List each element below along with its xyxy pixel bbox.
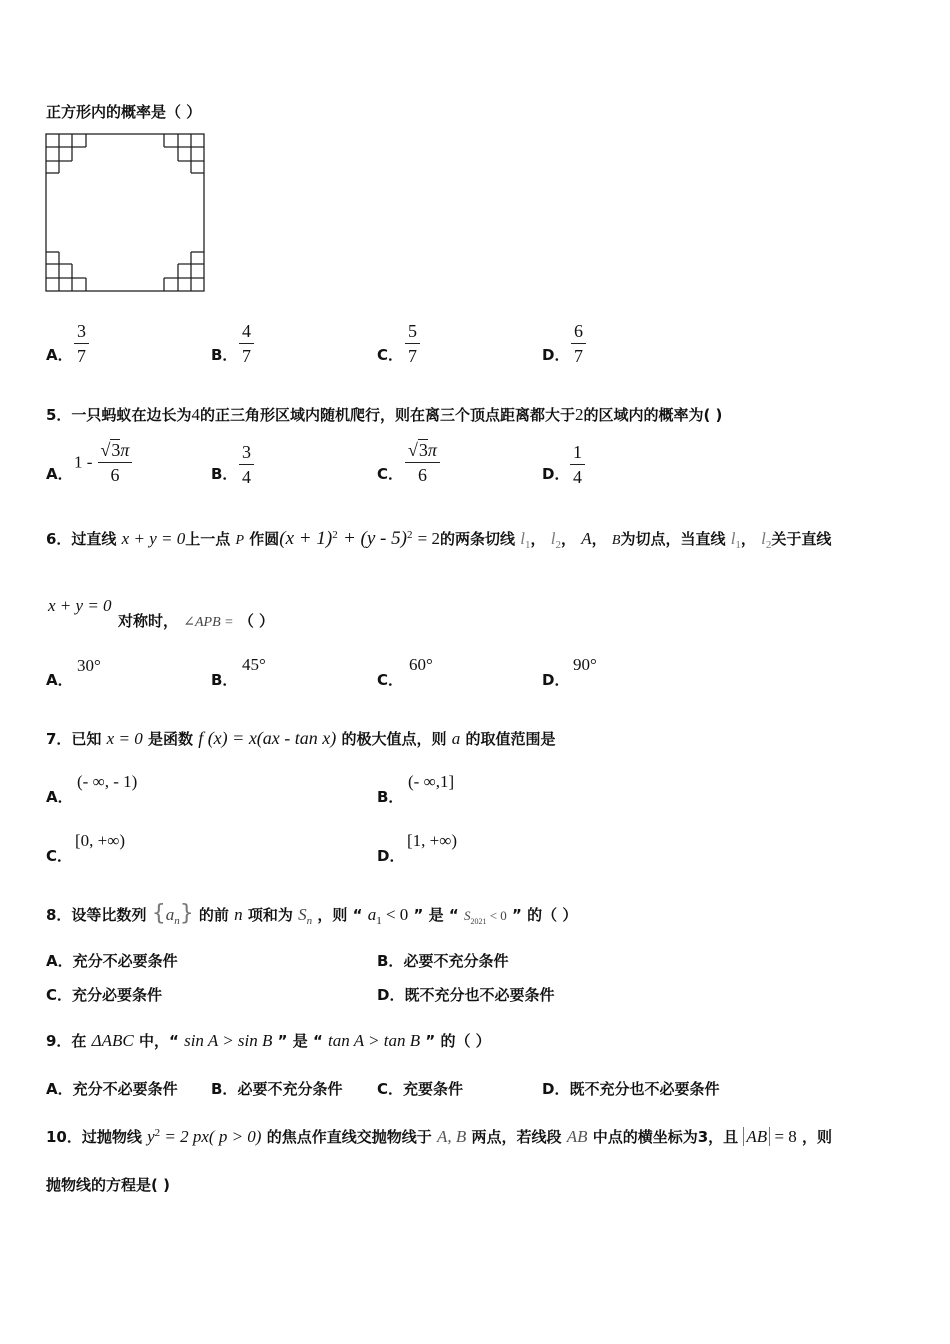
q9-option-b: B．必要不充分条件 <box>211 1080 343 1098</box>
q9-option-c: C．充要条件 <box>377 1080 464 1098</box>
q4-stem: 正方形内的概率是（ ） <box>46 103 202 121</box>
q5-option-d-label: D． <box>542 465 570 483</box>
q4-option-b-label: B． <box>211 346 238 364</box>
q4-option-b-value: $\frac{4}{7}$ <box>239 319 254 368</box>
q6-stem-line1: 6．过直线 x + y = 0上一点 P 作圆$(x + 1)^2 + (y - 5)^2 = 2$的两条切线 $l_1$， $l_2$， A， B为切点，当直线 $l_1$， $l_2$关于直线 <box>46 528 832 551</box>
q7-stem: 7．已知 x = 0 是函数 f (x) = x(ax - tan x) 的极大值点，则 a 的取值范围是 <box>46 728 556 748</box>
q7-option-c-label: C． <box>46 847 73 865</box>
q8-stem: 8．设等比数列 $\{a_n\}$ 的前 n 项和为 $S_n$ ，则 “ $a_1 < 0$ ” 是 “ $S_{2021} < 0$ ” 的（ ） <box>46 901 578 927</box>
q5-option-b-label: B． <box>211 465 238 483</box>
q6-line-eq-2: x + y = 0 <box>48 596 112 615</box>
q9-option-d: D．既不充分也不必要条件 <box>542 1080 720 1098</box>
q7-option-d-value: [1, +∞) <box>407 831 458 850</box>
q4-option-d-value: $\frac{6}{7}$ <box>571 319 586 368</box>
q5-stem: 5．一只蚂蚁在边长为4的正三角形区域内随机爬行，则在离三个顶点距离都大于2的区域内的概率为( ) <box>46 405 723 424</box>
q6-option-c-value: 60° <box>409 655 433 674</box>
q4-option-d-label: D． <box>542 346 570 364</box>
q8-option-c: C．充分必要条件 <box>46 986 163 1004</box>
q5-option-b-value: $\frac{3}{4}$ <box>239 440 254 489</box>
q4-option-a-value: $\frac{3}{7}$ <box>74 319 89 368</box>
q8-option-a: A．充分不必要条件 <box>46 952 178 970</box>
q5-option-c-value: $\frac{√3\pi}{6}$ <box>405 438 440 487</box>
q6-stem-line2: 对称时， ∠APB = （ ） <box>118 612 275 630</box>
q6-option-b-label: B． <box>211 671 238 689</box>
q5-option-d-value: $\frac{1}{4}$ <box>570 440 585 489</box>
q5-option-c-label: C． <box>377 465 404 483</box>
q5-option-a-value: 1 - $\frac{√3\pi}{6}$ <box>74 438 132 487</box>
q9-stem: 9．在 ΔABC 中，“ sin A > sin B ” 是 “ tan A > tan B ” 的（ ） <box>46 1031 491 1050</box>
q8-option-d: D．既不充分也不必要条件 <box>377 986 555 1004</box>
q9-option-a: A．充分不必要条件 <box>46 1080 178 1098</box>
q10-stem-line1: 10．过抛物线 $y^2 = 2$ px( p > 0) 的焦点作直线交抛物线于 A, B 两点，若线段 AB 中点的横坐标为3，且 AB = 8 ，则 <box>46 1127 833 1146</box>
q6-option-a-value: 30° <box>77 656 101 675</box>
q4-option-a-label: A． <box>46 346 73 364</box>
q10-stem-line2: 抛物线的方程是( ) <box>46 1176 170 1194</box>
q5-option-a-label: A． <box>46 465 73 483</box>
q7-option-d-label: D． <box>377 847 405 865</box>
q6-option-c-label: C． <box>377 671 404 689</box>
q7-option-a-label: A． <box>46 788 73 806</box>
q6-option-d-value: 90° <box>573 655 597 674</box>
q7-option-c-value: [0, +∞) <box>75 831 126 850</box>
q6-option-a-label: A． <box>46 671 73 689</box>
q7-option-a-value: (- ∞, - 1) <box>77 772 138 791</box>
q7-option-b-value: (- ∞,1] <box>408 772 455 791</box>
q4-option-c-label: C． <box>377 346 404 364</box>
q8-option-b: B．必要不充分条件 <box>377 952 509 970</box>
q6-option-d-label: D． <box>542 671 570 689</box>
square-figure <box>44 131 209 295</box>
q7-option-b-label: B． <box>377 788 404 806</box>
q4-option-c-value: $\frac{5}{7}$ <box>405 319 420 368</box>
q6-option-b-value: 45° <box>242 655 266 674</box>
